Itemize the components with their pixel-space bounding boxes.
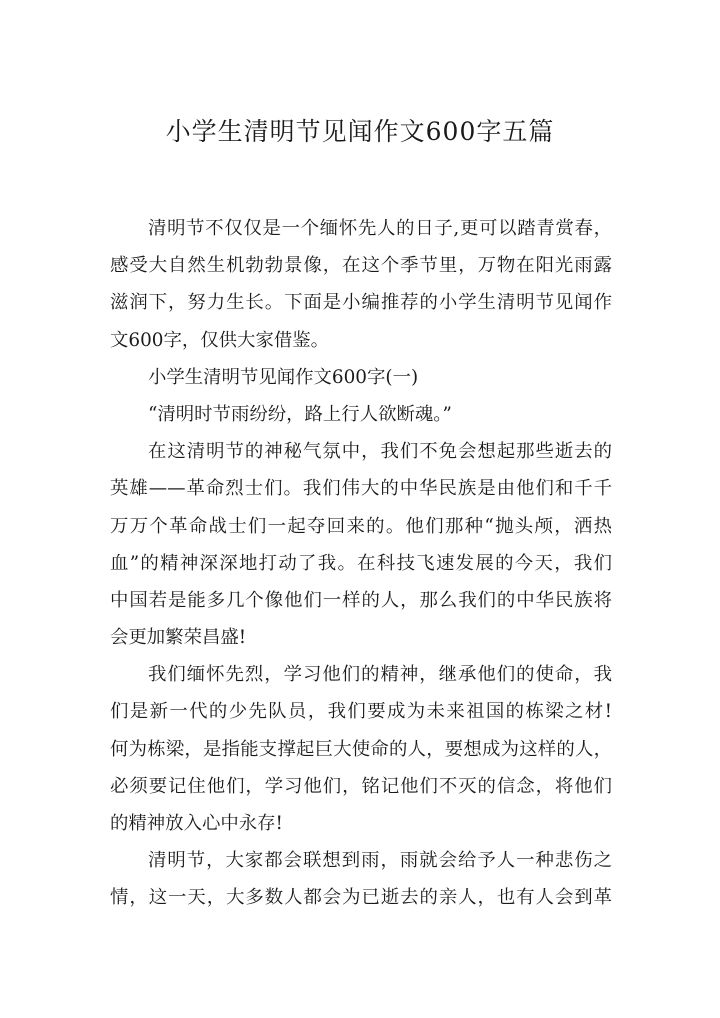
paragraph: [110, 433, 612, 656]
paragraph-line: 中国若是能多几个像他们一样的人，那么我们的中华民族将: [110, 589, 612, 611]
paragraph-line: 清明节不仅仅是一个缅怀先人的日子,更可以踏青赏春，: [148, 218, 612, 239]
paragraph: [110, 210, 612, 359]
paragraph-line: 血”的精神深深地打动了我。在科技飞速发展的今天，我们: [110, 552, 612, 574]
paragraph-line: 滋润下，努力生长。下面是小编推荐的小学生清明节见闻作: [110, 292, 612, 314]
paragraph-line: 清明节，大家都会联想到雨，雨就会给予人一种悲伤之: [148, 850, 612, 872]
paragraph-line: 必须要记住他们，学习他们，铭记他们不灭的信念，将他们: [110, 775, 612, 797]
paragraph-line: 文600字，仅供大家借鉴。: [110, 329, 330, 351]
paragraph-line: “清明时节雨纷纷，路上行人欲断魂。”: [148, 403, 452, 425]
paragraph-line: 感受大自然生机勃勃景像，在这个季节里，万物在阳光雨露: [110, 255, 612, 277]
document-title: 小学生清明节见闻作文600字五篇: [165, 117, 555, 146]
paragraph: [110, 359, 612, 396]
paragraph-line: 何为栋梁，是指能支撑起巨大使命的人，要想成为这样的人，: [110, 738, 612, 760]
paragraph-line: 我们缅怀先烈，学习他们的精神，继承他们的使命，我: [148, 664, 612, 686]
paragraph: [110, 396, 612, 433]
paragraph-line: 小学生清明节见闻作文600字(一): [148, 366, 419, 388]
paragraph: [110, 842, 612, 916]
document-body: [110, 210, 612, 917]
paragraph-line: 会更加繁荣昌盛!: [110, 627, 247, 649]
paragraph-line: 万万个革命战士们一起夺回来的。他们那种“抛头颅，洒热: [110, 515, 612, 537]
paragraph-line: 在这清明节的神秘气氛中，我们不免会想起那些逝去的: [148, 441, 612, 463]
paragraph-line: 的精神放入心中永存!: [110, 813, 283, 834]
paragraph: [110, 656, 612, 842]
paragraph-line: 英雄——革命烈士们。我们伟大的中华民族是由他们和千千: [110, 478, 612, 500]
paragraph-line: 们是新一代的少先队员，我们要成为未来祖国的栋梁之材!: [110, 701, 612, 723]
paragraph-line: 情，这一天，大多数人都会为已逝去的亲人，也有人会到革: [110, 887, 612, 909]
